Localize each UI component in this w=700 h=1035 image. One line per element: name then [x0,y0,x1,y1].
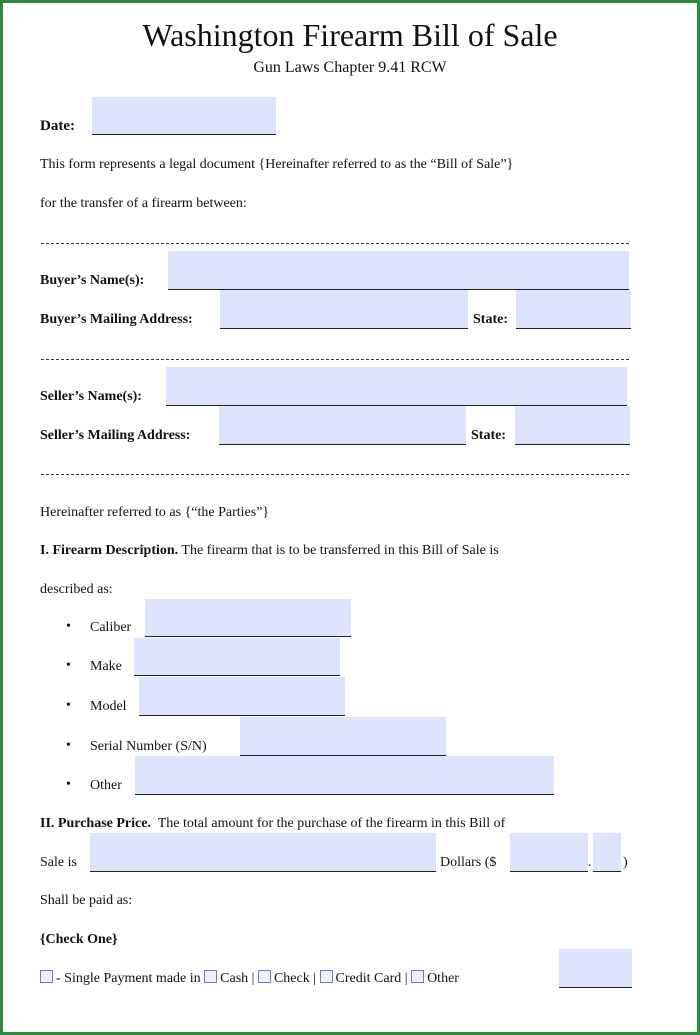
document-title: Washington Firearm Bill of Sale [142,17,558,53]
check-checkbox[interactable] [258,970,271,983]
buyer-address-field[interactable] [220,290,468,329]
bullet: • [66,777,71,792]
other-payment-checkbox[interactable] [411,970,424,983]
model-label: Model [90,699,127,714]
seller-address-label: Seller’s Mailing Address: [40,428,191,443]
credit-card-checkbox[interactable] [320,970,333,983]
parties-text: Hereinafter referred to as {“the Parties”} [40,505,270,520]
single-payment-label: - Single Payment made in [56,971,201,986]
date-field[interactable] [92,97,276,135]
section1-line: I. Firearm Description. The firearm that is to be transferred in this Bill of Sale is [40,543,499,558]
seller-name-label: Seller’s Name(s): [40,389,142,404]
cents-field[interactable] [593,833,621,872]
paid-as-text: Shall be paid as: [40,893,133,908]
seller-state-field[interactable] [515,406,630,445]
divider [41,359,629,360]
bullet: • [66,698,71,713]
date-label: Date: [40,118,75,134]
cash-label: Cash | [220,971,255,986]
cash-checkbox[interactable] [204,970,217,983]
caliber-field[interactable] [145,599,351,637]
single-payment-checkbox[interactable] [40,970,53,983]
sale-amount-words-field[interactable] [90,833,436,872]
make-field[interactable] [134,638,340,676]
other-label: Other [90,778,122,793]
payment-options [40,970,459,987]
sale-is-label: Sale is [40,855,77,870]
bullet: • [66,738,71,753]
close-paren: ) [623,855,628,870]
caliber-label: Caliber [90,620,132,635]
decimal-point: . [588,855,592,870]
divider [41,243,629,244]
check-label: Check | [273,971,317,986]
model-field[interactable] [139,677,345,716]
intro-line-1: This form represents a legal document {Hereinafter referred to as the “Bill of Sale”} [40,157,514,172]
bullet: • [66,658,71,673]
buyer-name-label: Buyer’s Name(s): [40,273,145,288]
buyer-address-label: Buyer’s Mailing Address: [40,312,193,327]
serial-number-label: Serial Number (S/N) [90,739,207,754]
intro-line-2: for the transfer of a firearm between: [40,196,247,211]
divider [41,474,629,475]
buyer-state-field[interactable] [516,290,631,329]
seller-address-field[interactable] [219,406,466,445]
bullet: • [66,619,71,634]
buyer-state-label: State: [473,312,508,327]
seller-state-label: State: [471,428,506,443]
document-subtitle: Gun Laws Chapter 9.41 RCW [253,59,447,76]
dollars-field[interactable] [510,833,588,872]
other-field[interactable] [135,756,554,795]
dollars-label: Dollars ($ [440,855,497,870]
credit-card-label: Credit Card | [335,971,408,986]
make-label: Make [90,659,122,674]
check-one-text: {Check One} [40,932,118,947]
serial-number-field[interactable] [240,717,446,756]
section1-line-2: described as: [40,582,113,597]
other-payment-label: Other [427,971,459,986]
other-payment-field[interactable] [559,949,632,988]
buyer-name-field[interactable] [168,251,629,290]
section2-line: II. Purchase Price. The total amount for the purchase of the firearm in this Bill of [40,816,506,831]
seller-name-field[interactable] [166,367,627,406]
